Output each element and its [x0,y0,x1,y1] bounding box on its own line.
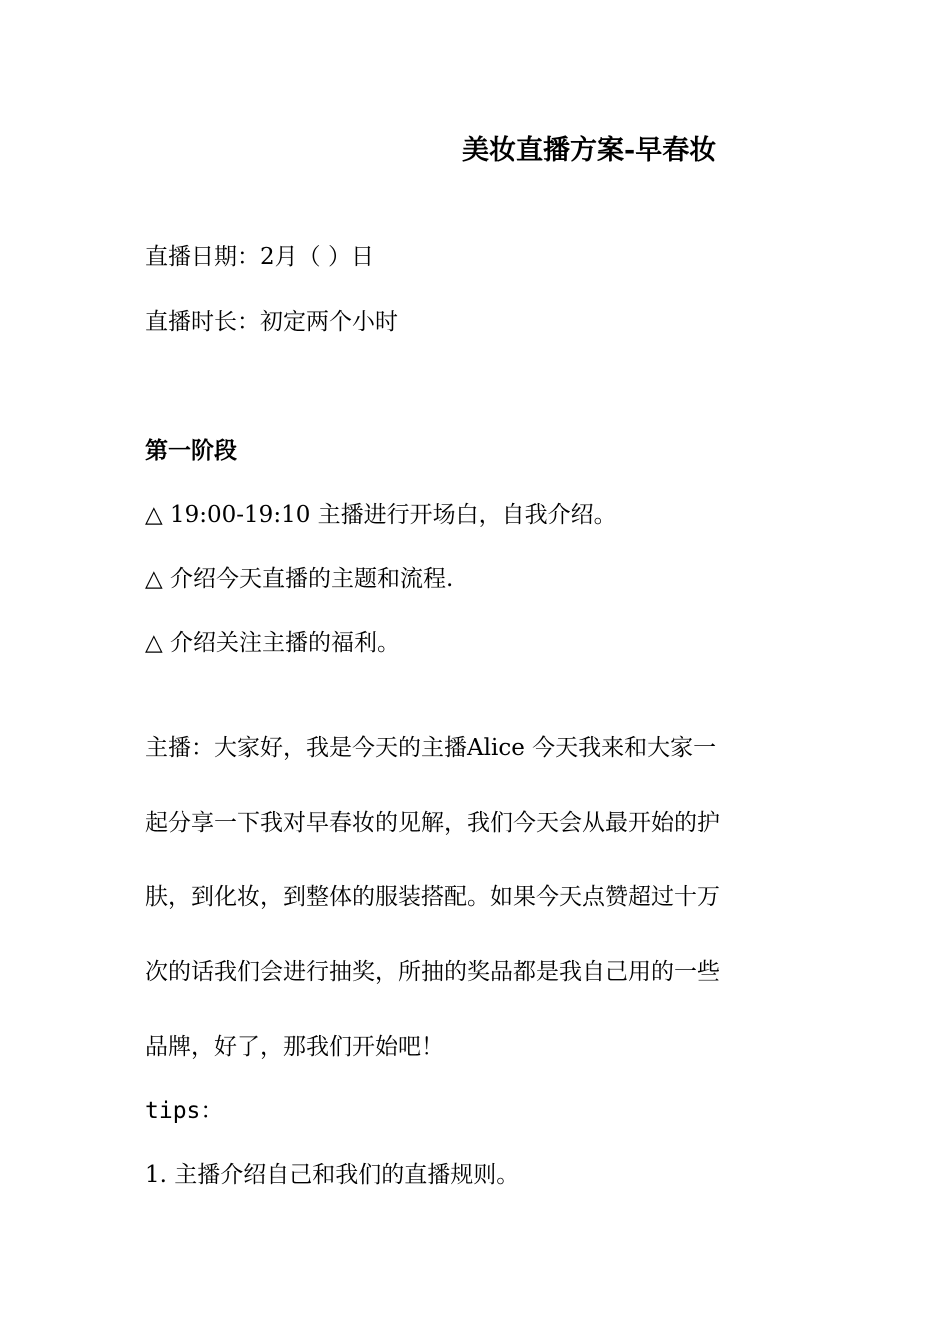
document-title: 美妆直播方案-早春妆 [462,135,717,166]
host-script-line: 主播：大家好，我是今天的主播Alice 今天我来和大家一 [145,735,717,761]
host-script-line: 肤，到化妆，到整体的服装搭配。如果今天点赞超过十万 [145,884,720,910]
host-script-line: 次的话我们会进行抽奖，所抽的奖品都是我自己用的一些 [145,959,720,985]
host-script-line: 起分享一下我对早春妆的见解，我们今天会从最开始的护 [145,810,720,836]
tips-label: tips： [145,1098,224,1124]
tips-item: 1. 主播介绍自己和我们的直播规则。 [145,1162,520,1188]
bullet-item: △ 介绍今天直播的主题和流程. [145,566,454,592]
bullet-item: △ 介绍关注主播的福利。 [145,630,400,656]
live-date: 直播日期：2月（ ）日 [145,244,374,270]
section-heading: 第一阶段 [145,437,237,464]
bullet-item: △ 19:00-19:10 主播进行开场白，自我介绍。 [145,502,617,528]
live-duration: 直播时长：初定两个小时 [145,309,398,335]
host-script-line: 品牌，好了，那我们开始吧！ [145,1034,444,1060]
